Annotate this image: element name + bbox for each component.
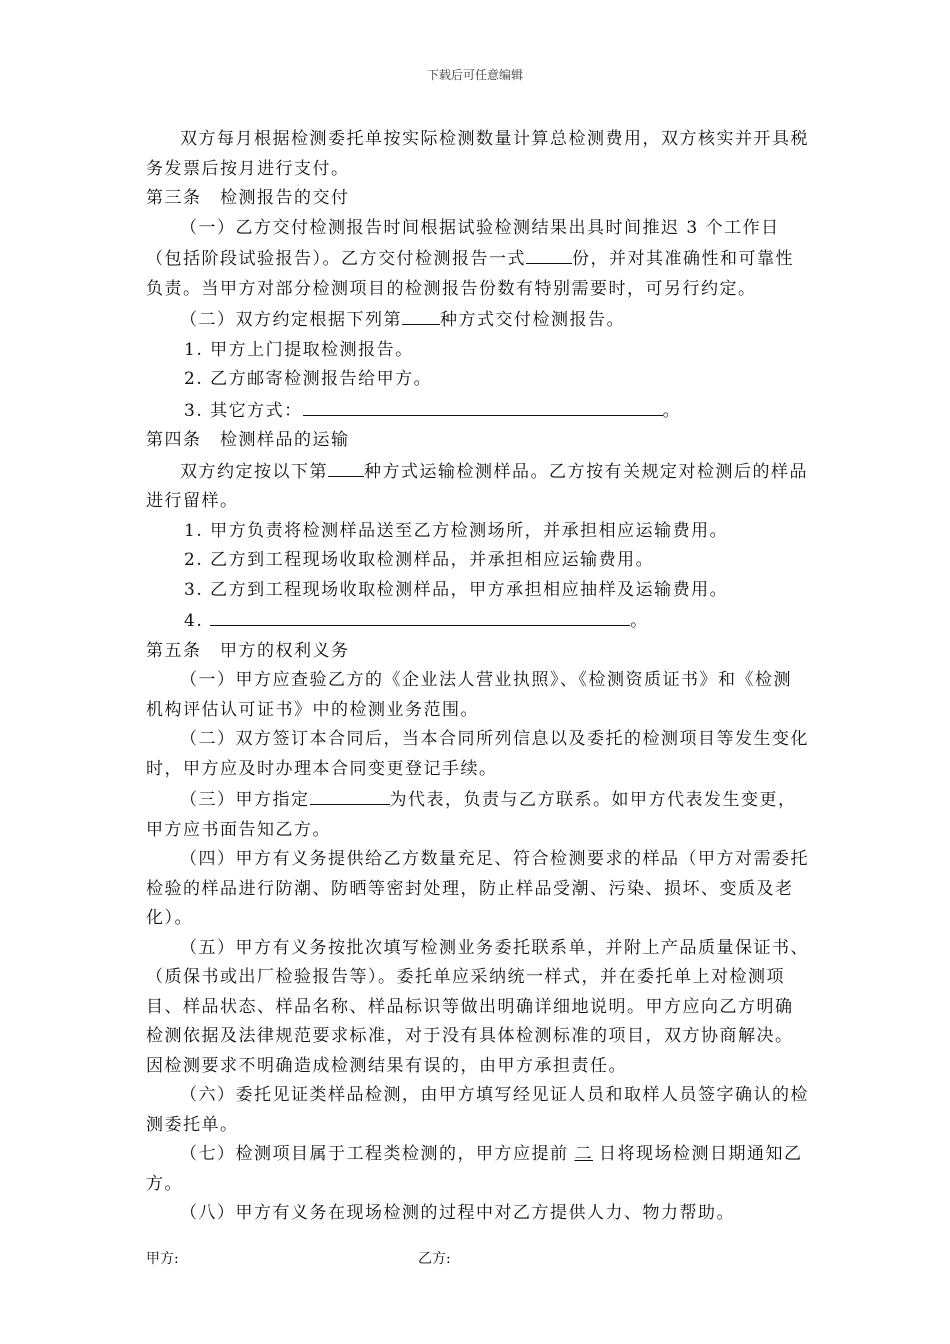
- article-5-clause-7: [146, 1140, 810, 1199]
- clause-text: 4.: [184, 611, 204, 631]
- page-header: 下载后可任意编辑: [426, 68, 523, 82]
- clause-text: （七）检测项目属于工程类检测的，甲方应提前: [180, 1144, 569, 1164]
- clause-text: （一）乙方交付检测报告时间根据试验检测结果出具时间推迟 3 个工作日（包括阶段试验报告）。乙方交付检测报告一式: [146, 217, 780, 269]
- clause-text: 为代表，负责与乙方联系。如甲方代表发生变更，甲方应书面告知乙方。: [146, 790, 797, 840]
- party-b-label: 乙方:: [418, 1251, 451, 1267]
- article-4-item-4: [146, 605, 810, 637]
- article-5-clause-4: （四）甲方有义务提供给乙方数量充足、符合检测要求的样品（甲方对需委托检验的样品进行防潮、防晒等密封处理，防止样品受潮、污染、损坏、变质及老化）。: [146, 849, 809, 928]
- item-4-blank[interactable]: [210, 605, 630, 626]
- clause-text: 双方约定按以下第: [180, 461, 328, 482]
- article-3-item-1: 1. 甲方上门提取检测报告。: [184, 339, 414, 360]
- article-5-clause-8: （八）甲方有义务在现场检测的过程中对乙方提供人力、物力帮助。: [180, 1203, 735, 1223]
- clause-text: 。: [630, 611, 649, 631]
- clause-text: 日将现场检测日期通知乙方。: [146, 1144, 803, 1194]
- article-5-title: 第五条 甲方的权利义务: [146, 640, 350, 661]
- document-body: [146, 125, 810, 1229]
- party-a-label: 甲方:: [146, 1251, 179, 1267]
- article-4-item-3: 3. 乙方到工程现场收取检测样品，甲方承担相应抽样及运输费用。: [184, 579, 729, 600]
- article-4-clause-1: [146, 456, 810, 517]
- transport-method-blank[interactable]: [328, 456, 364, 477]
- report-copies-blank[interactable]: [526, 243, 572, 264]
- clause-text: （二）双方约定根据下列第: [180, 310, 402, 330]
- clause-text: 种方式交付检测报告。: [440, 310, 625, 330]
- clause-text: 种方式运输检测样品。乙方按有关规定对检测后的样品进行留样。: [146, 461, 808, 511]
- article-5-clause-6: （六）委托见证类样品检测，由甲方填写经见证人员和取样人员签字确认的检测委托单。: [146, 1085, 809, 1135]
- article-3-item-3: [146, 395, 810, 427]
- clause-text: 份，并对其准确性和可靠性负责。当甲方对部分检测项目的检测报告份数有特别需要时，可另行约定。: [146, 249, 794, 299]
- article-3-clause-2: [146, 304, 810, 336]
- article-5-clause-1: （一）甲方应查验乙方的《企业法人营业执照》、《检测资质证书》和《检测机构评估认可证书》中的检测业务范围。: [146, 670, 792, 720]
- article-3-clause-1: [146, 214, 810, 305]
- clause-text: 3. 其它方式：: [184, 400, 303, 421]
- article-4-item-2: 2. 乙方到工程现场收取检测样品，并承担相应运输费用。: [184, 550, 655, 570]
- article-3-title: 第三条 检测报告的交付: [146, 188, 350, 208]
- article-5-clause-2: （二）双方签订本合同后，当本合同所列信息以及委托的检测项目等发生变化时，甲方应及时办理本合同变更登记手续。: [146, 729, 809, 779]
- article-4-title: 第四条 检测样品的运输: [146, 430, 350, 450]
- clause-text: 。: [662, 400, 682, 421]
- delivery-method-blank[interactable]: [402, 304, 440, 325]
- representative-blank[interactable]: [310, 784, 390, 805]
- article-3-item-2: 2. 乙方邮寄检测报告给甲方。: [184, 369, 433, 389]
- article-5-clause-3: [146, 784, 810, 845]
- article-5-clause-5: （五）甲方有义务按批次填写检测业务委托联系单，并附上产品质量保证书、（质保书或出厂检验报告等）。委托单应采纳统一样式，并在委托单上对检测项目、样品状态、样品名称、样品标识等做出明确详细地说明。甲方应向乙方明确检测依据及法律规范要求标准，对于没有具体检测标准的项目，双方协商解决。因检测要求不明确造成检测结果有误的，由甲方承担责任。: [146, 937, 809, 1076]
- clause-text: （三）甲方指定: [180, 790, 310, 810]
- other-method-blank[interactable]: [303, 395, 663, 416]
- payment-paragraph: 双方每月根据检测委托单按实际检测数量计算总检测费用，双方核实并开具税务发票后按月进行支付。: [146, 129, 809, 179]
- notice-days-value: 二: [574, 1144, 593, 1164]
- article-4-item-1: 1. 甲方负责将检测样品送至乙方检测场所，并承担相应运输费用。: [184, 520, 729, 541]
